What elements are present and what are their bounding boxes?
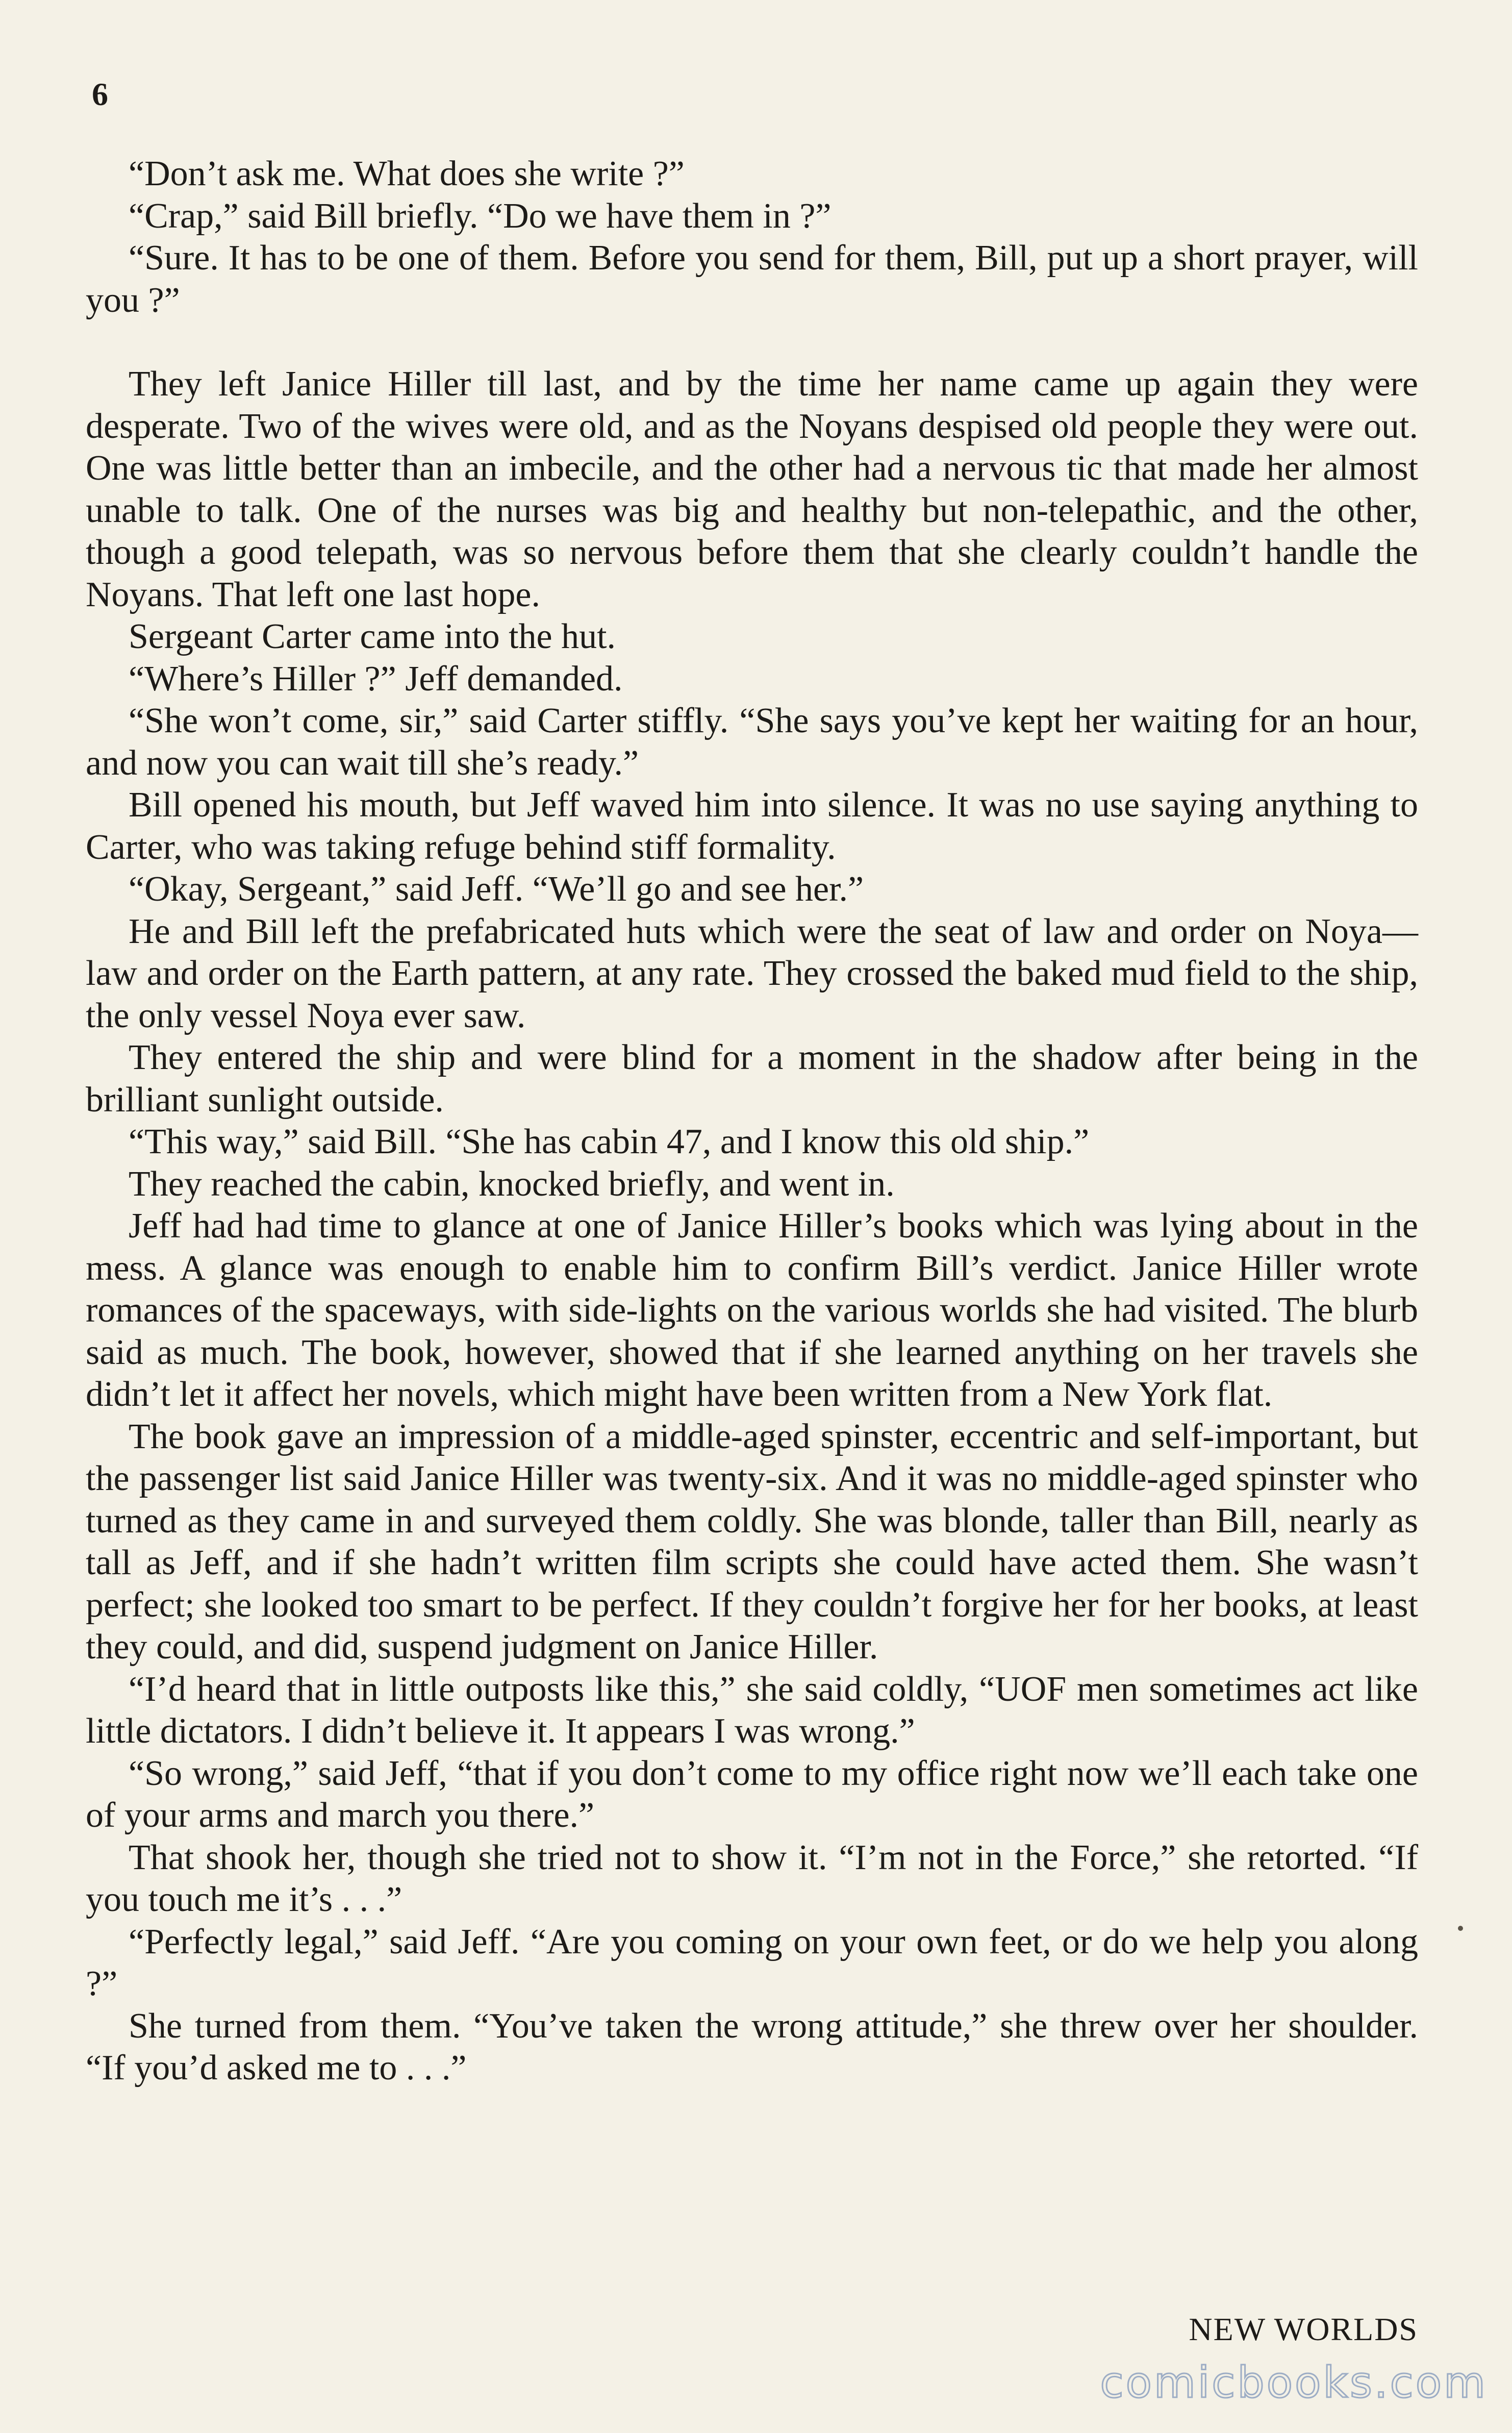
paragraph: Jeff had had time to glance at one of Janice Hiller’s books which was lying about in the mess. A glance was enough to enable him to confirm Bill’s verdict. Janice Hiller wrote romances of the spaceways, with side-lights on the various worlds she had visited. The blurb said as much. The book, however, showed that if she learned anything on her travels she didn’t let it affect her novels, which might have been written from a New York flat. [86,1206,1418,1414]
paragraph: They reached the cabin, knocked briefly, and went in. [129,1164,895,1204]
paragraph: “So wrong,” said Jeff, “that if you don’t come to my office right now we’ll each take one of your arms and march you there.” [86,1753,1418,1835]
magazine-title-footer: NEW WORLDS [1189,2311,1418,2347]
paragraph: “Crap,” said Bill briefly. “Do we have them in ?” [129,196,831,236]
print-speck [1458,1926,1463,1931]
paragraph: Sergeant Carter came into the hut. [129,617,616,656]
paragraph: They entered the ship and were blind for a moment in the shadow after being in the brilliant sunlight outside. [86,1038,1418,1120]
paragraph: “This way,” said Bill. “She has cabin 47, and I know this old ship.” [129,1122,1090,1161]
paragraph: “Okay, Sergeant,” said Jeff. “We’ll go and see her.” [129,870,864,909]
paragraph: Bill opened his mouth, but Jeff waved him into silence. It was no use saying anything to Carter, who was taking refuge behind stiff formality. [86,785,1418,867]
paragraph: “She won’t come, sir,” said Carter stiffly. “She says you’ve kept her waiting for an hour, and now you can wait till she’s ready.” [86,701,1418,783]
paragraph: She turned from them. “You’ve taken the wrong attitude,” she threw over her shoulder. “If you’d asked me to . . .” [86,2006,1418,2088]
paragraph: He and Bill left the prefabricated huts which were the seat of law and order on Noya—law and order on the Earth pattern, at any rate. They crossed the baked mud field to the ship, the only vessel Noya ever saw. [86,911,1418,1035]
paragraph: “I’d heard that in little outposts like this,” she said coldly, “UOF men sometimes act like little dictators. I didn’t believe it. It appears I was wrong.” [86,1669,1418,1751]
paragraph: “Sure. It has to be one of them. Before you send for them, Bill, put up a short prayer, will you ?” [86,238,1418,320]
story-text [86,153,1418,2090]
paragraph: “Don’t ask me. What does she write ?” [129,154,685,193]
paragraph: “Perfectly legal,” said Jeff. “Are you coming on your own feet, or do we help you along ?” [86,1922,1418,2003]
paragraph: That shook her, though she tried not to show it. “I’m not in the Force,” she retorted. “If you touch me it’s . . .” [86,1838,1418,1919]
page-number: 6 [92,76,109,112]
site-watermark: comicbooks.com [1100,2357,1488,2407]
paragraph: “Where’s Hiller ?” Jeff demanded. [129,659,623,699]
paragraph: They left Janice Hiller till last, and by the time her name came up again they were desperate. Two of the wives were old, and as the Noyans despised old people they were out. One was little better than an imbecile, and the other had a nervous tic that made her almost unable to talk. One of the nurses was big and healthy but non-telepathic, and the other, though a good telepath, was so nervous before them that she clearly couldn’t handle the Noyans. That left one last hope. [86,364,1418,614]
paragraph: The book gave an impression of a middle-aged spinster, eccentric and self-important, but the passenger list said Janice Hiller was twenty-six. And it was no middle-aged spinster who turned as they came in and surveyed them coldly. She was blonde, taller than Bill, nearly as tall as Jeff, and if she hadn’t written film scripts she could have acted them. She wasn’t perfect; she looked too smart to be perfect. If they couldn’t forgive her for her books, at least they could, and did, suspend judgment on Janice Hiller. [86,1417,1418,1667]
